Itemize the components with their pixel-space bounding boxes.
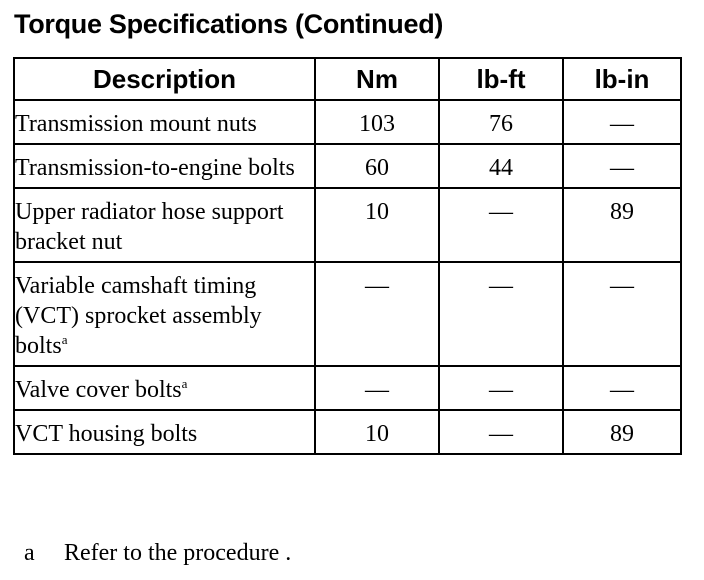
description-cell <box>14 262 315 366</box>
description-text: Transmission mount nuts <box>15 111 257 137</box>
description-text: VCT housing bolts <box>15 421 198 447</box>
table-row <box>14 262 681 366</box>
column-header-description: Description <box>14 58 315 100</box>
column-header-lb-in: lb-in <box>563 58 681 100</box>
header-row <box>14 58 681 100</box>
description-cell <box>14 410 315 454</box>
lb-in-cell: — <box>563 262 681 366</box>
column-header-lb-ft: lb-ft <box>439 58 563 100</box>
footnote-mark: a <box>24 540 35 566</box>
nm-cell: 10 <box>315 410 439 454</box>
table-row <box>14 188 681 262</box>
nm-cell: 103 <box>315 100 439 144</box>
lb-ft-cell: — <box>439 410 563 454</box>
torque-table <box>13 57 682 455</box>
lb-ft-cell: — <box>439 366 563 410</box>
description-cell <box>14 144 315 188</box>
lb-ft-cell: 76 <box>439 100 563 144</box>
description-text: Transmission-to-engine bolts <box>15 155 295 181</box>
column-header-nm: Nm <box>315 58 439 100</box>
footnote-ref: a <box>181 376 188 391</box>
nm-cell: — <box>315 366 439 410</box>
footnote-text: Refer to the procedure . <box>64 540 292 566</box>
lb-ft-cell: 44 <box>439 144 563 188</box>
lb-ft-cell: — <box>439 188 563 262</box>
footnote-ref: a <box>61 332 68 347</box>
description-cell <box>14 100 315 144</box>
footnote <box>24 540 291 567</box>
table-row <box>14 366 681 410</box>
description-text: Upper radiator hose support bracket nut <box>15 199 284 255</box>
description-text: Variable camshaft timing (VCT) sprocket assembly bolts <box>15 273 262 359</box>
lb-in-cell: 89 <box>563 410 681 454</box>
page-title: Torque Specifications (Continued) <box>14 9 444 39</box>
lb-in-cell: — <box>563 144 681 188</box>
lb-in-cell: — <box>563 100 681 144</box>
nm-cell: 10 <box>315 188 439 262</box>
description-cell <box>14 366 315 410</box>
table-row <box>14 100 681 144</box>
description-cell <box>14 188 315 262</box>
lb-ft-cell: — <box>439 262 563 366</box>
lb-in-cell: 89 <box>563 188 681 262</box>
table-row <box>14 410 681 454</box>
table-row <box>14 144 681 188</box>
lb-in-cell: — <box>563 366 681 410</box>
description-text: Valve cover bolts <box>15 377 182 403</box>
nm-cell: — <box>315 262 439 366</box>
nm-cell: 60 <box>315 144 439 188</box>
